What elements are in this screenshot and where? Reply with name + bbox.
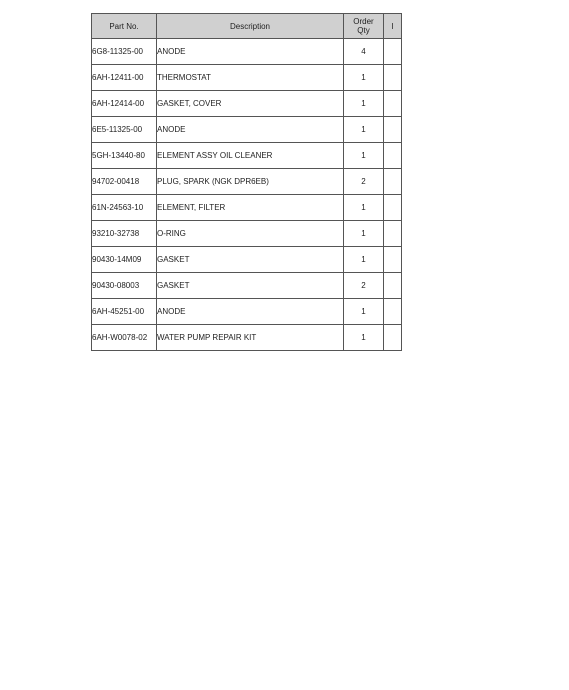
cell-extra: [384, 195, 402, 221]
cell-part-no: 6AH-12414-00: [92, 91, 157, 117]
cell-order-qty: 2: [344, 169, 384, 195]
table-row: [92, 91, 402, 117]
table-row: [92, 65, 402, 91]
table-body: [92, 39, 402, 351]
parts-table-container: [91, 13, 394, 354]
cell-description: THERMOSTAT: [157, 65, 344, 91]
cell-extra: [384, 117, 402, 143]
cell-extra: [384, 273, 402, 299]
cell-part-no: 93210-32738: [92, 221, 157, 247]
cell-part-no: 5GH-13440-80: [92, 143, 157, 169]
cell-description: GASKET: [157, 273, 344, 299]
table-row: [92, 325, 402, 351]
cell-description: ANODE: [157, 117, 344, 143]
cell-description: O-RING: [157, 221, 344, 247]
cell-part-no: 61N-24563-10: [92, 195, 157, 221]
cell-part-no: 6G8-11325-00: [92, 39, 157, 65]
cell-part-no: 6AH-W0078-02: [92, 325, 157, 351]
header-order-qty-line2: Qty: [357, 26, 370, 35]
cell-order-qty: 1: [344, 325, 384, 351]
table-row: [92, 39, 402, 65]
cell-part-no: 6AH-45251-00: [92, 299, 157, 325]
cell-description: ANODE: [157, 299, 344, 325]
table-row: [92, 169, 402, 195]
table-row: [92, 143, 402, 169]
table-row: [92, 299, 402, 325]
cell-description: ELEMENT, FILTER: [157, 195, 344, 221]
cell-description: ELEMENT ASSY OIL CLEANER: [157, 143, 344, 169]
table-row: [92, 273, 402, 299]
header-description: Description: [157, 14, 344, 39]
cell-part-no: 6E5-11325-00: [92, 117, 157, 143]
table-row: [92, 221, 402, 247]
cell-description: ANODE: [157, 39, 344, 65]
cell-extra: [384, 65, 402, 91]
cell-order-qty: 2: [344, 273, 384, 299]
cell-extra: [384, 299, 402, 325]
cell-extra: [384, 325, 402, 351]
parts-table: [91, 13, 402, 351]
table-row: [92, 247, 402, 273]
header-part-no: Part No.: [92, 14, 157, 39]
header-extra: I: [384, 14, 402, 39]
cell-extra: [384, 39, 402, 65]
cell-part-no: 90430-08003: [92, 273, 157, 299]
cell-part-no: 6AH-12411-00: [92, 65, 157, 91]
cell-order-qty: 4: [344, 39, 384, 65]
cell-description: GASKET: [157, 247, 344, 273]
header-order-qty: [344, 14, 384, 39]
cell-description: GASKET, COVER: [157, 91, 344, 117]
cell-order-qty: 1: [344, 91, 384, 117]
table-row: [92, 195, 402, 221]
table-header-row: [92, 14, 402, 39]
cell-order-qty: 1: [344, 247, 384, 273]
header-order-qty-line1: Order: [353, 17, 374, 26]
cell-order-qty: 1: [344, 143, 384, 169]
cell-part-no: 90430-14M09: [92, 247, 157, 273]
table-row: [92, 117, 402, 143]
cell-order-qty: 1: [344, 117, 384, 143]
cell-order-qty: 1: [344, 195, 384, 221]
cell-extra: [384, 169, 402, 195]
cell-extra: [384, 143, 402, 169]
cell-description: PLUG, SPARK (NGK DPR6EB): [157, 169, 344, 195]
cell-description: WATER PUMP REPAIR KIT: [157, 325, 344, 351]
cell-extra: [384, 91, 402, 117]
cell-order-qty: 1: [344, 221, 384, 247]
cell-part-no: 94702-00418: [92, 169, 157, 195]
cell-order-qty: 1: [344, 65, 384, 91]
cell-order-qty: 1: [344, 299, 384, 325]
cell-extra: [384, 221, 402, 247]
cell-extra: [384, 247, 402, 273]
